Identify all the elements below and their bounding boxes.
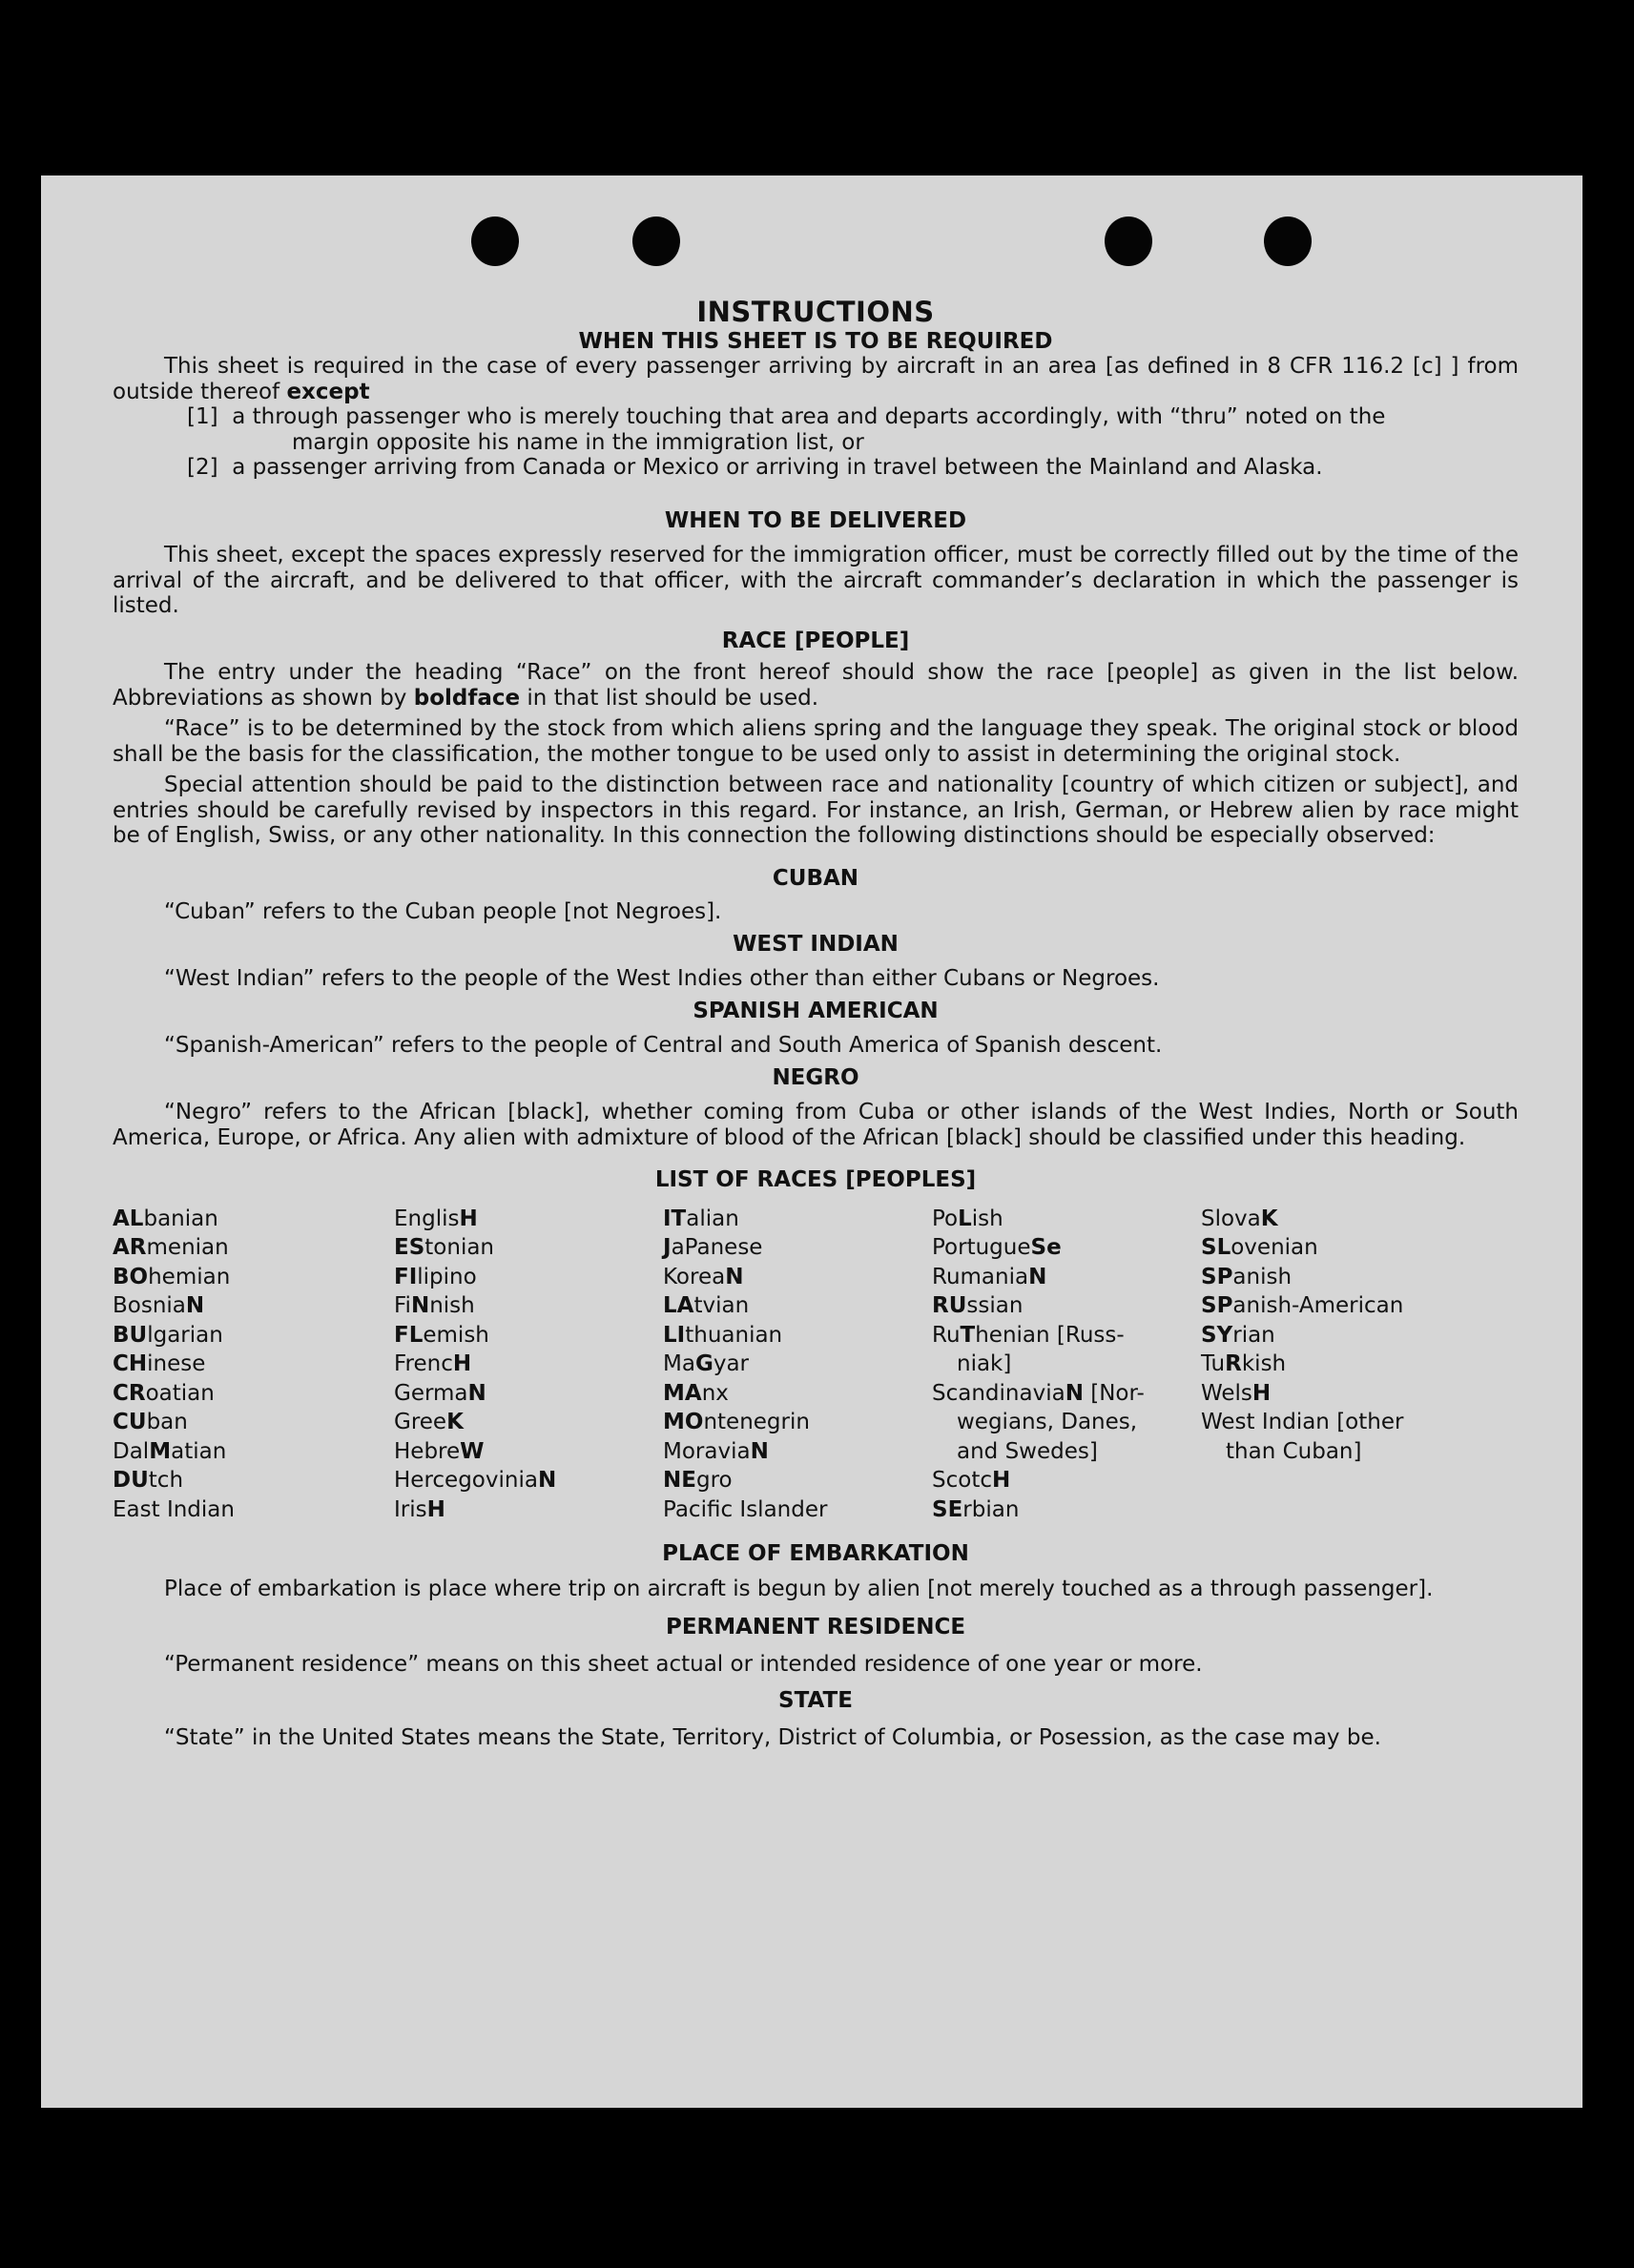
race-entry: FiNnish	[394, 1293, 475, 1318]
heading-race: RACE [PEOPLE]	[721, 628, 910, 653]
page-title: INSTRUCTIONS	[696, 296, 935, 328]
races-column	[1201, 1205, 1487, 1525]
exception-item-1: [1] a through passenger who is merely touching that area and departs accordingly, with “thru” noted on the	[187, 404, 1386, 429]
race-paragraph-1: The entry under the heading “Race” on the front hereof should show the race [people] as given in the list below. Abbreviations as shown by boldface in that list should be used.	[113, 660, 1519, 711]
race-entry: SLovenian	[1201, 1235, 1318, 1260]
heading-list-of-races: LIST OF RACES [PEOPLES]	[654, 1167, 977, 1192]
race-entry: FrencH	[394, 1351, 472, 1376]
race-entry: niak]	[957, 1351, 1012, 1376]
when-delivered-text: This sheet, except the spaces expressly reserved for the immigration officer, must be correctly filled out by the time of the arrival of the aircraft, and be delivered to that officer, with the aircraft commander’s declaration in which the passenger is listed.	[113, 543, 1519, 618]
race-entry: TuRkish	[1201, 1351, 1287, 1376]
race-entry: SYrian	[1201, 1322, 1275, 1348]
race-entry: SPanish	[1201, 1264, 1293, 1289]
heading-state: STATE	[778, 1688, 853, 1713]
embarkation-text: Place of embarkation is place where trip on aircraft is begun by alien [not merely touched as a through passenger].	[164, 1576, 1434, 1601]
punch-hole	[471, 216, 519, 266]
race-entry: SlovaK	[1201, 1206, 1278, 1231]
punch-hole	[1105, 216, 1152, 266]
race-entry: GermaN	[394, 1380, 486, 1406]
heading-embarkation: PLACE OF EMBARKATION	[662, 1541, 969, 1566]
race-paragraph-3: Special attention should be paid to the distinction between race and nationality [country of which citizen or subject], and entries should be carefully revised by inspectors in this regard. For instance, an Irish, German, or Hebrew alien by race might be of English, Swiss, or any other nationality. In this connection the following distinctions should be especially observed:	[113, 773, 1519, 848]
race-entry: RumaniaN	[932, 1264, 1047, 1289]
race-entry: PoLish	[932, 1206, 1003, 1231]
document-sheet	[41, 175, 1582, 2108]
race-entry: ARmenian	[113, 1235, 229, 1260]
race-entry: MAnx	[663, 1380, 729, 1406]
race-entry: ALbanian	[113, 1206, 218, 1231]
race-entry: EStonian	[394, 1235, 495, 1260]
heading-when-delivered: WHEN TO BE DELIVERED	[664, 507, 967, 533]
race-entry: than Cuban]	[1226, 1438, 1362, 1464]
residence-text: “Permanent residence” means on this sheet actual or intended residence of one year or more.	[164, 1651, 1203, 1677]
race-entry: SPanish-American	[1201, 1293, 1404, 1318]
race-entry: LAtvian	[663, 1293, 750, 1318]
race-entry: ITalian	[663, 1206, 739, 1231]
races-list	[113, 1205, 1519, 1525]
punch-hole	[632, 216, 680, 266]
state-text: “State” in the United States means the State, Territory, District of Columbia, or Posession, as the case may be.	[164, 1724, 1381, 1750]
heading-when-required: WHEN THIS SHEET IS TO BE REQUIRED	[578, 328, 1053, 354]
race-entry: MaGyar	[663, 1351, 750, 1376]
race-entry: HercegoviniaN	[394, 1468, 557, 1493]
west-indian-text: “West Indian” refers to the people of the West Indies other than either Cubans or Negroes.	[164, 966, 1160, 991]
race-entry: Pacific Islander	[663, 1496, 828, 1522]
cuban-text: “Cuban” refers to the Cuban people [not Negroes].	[164, 899, 722, 924]
race-entry: BosniaN	[113, 1293, 205, 1318]
heading-permanent-residence: PERMANENT RESIDENCE	[665, 1615, 966, 1639]
negro-text: “Negro” refers to the African [black], whether coming from Cuba or other islands of the West Indies, North or South America, Europe, or Africa. Any alien with admixture of blood of the African [black] should be classified under this heading.	[113, 1100, 1519, 1150]
race-entry: FIlipino	[394, 1264, 477, 1289]
race-entry: EnglisH	[394, 1206, 478, 1231]
race-entry: and Swedes]	[957, 1438, 1098, 1464]
race-entry: BUlgarian	[113, 1322, 223, 1348]
race-entry: DUtch	[113, 1468, 184, 1493]
race-entry: JaPanese	[663, 1235, 763, 1260]
race-entry: DalMatian	[113, 1438, 227, 1464]
race-entry: ScandinaviaN [Nor-	[932, 1380, 1145, 1406]
race-entry: BOhemian	[113, 1264, 231, 1289]
instructions-body	[113, 296, 1519, 1750]
race-entry: MoraviaN	[663, 1438, 769, 1464]
race-entry: SErbian	[932, 1496, 1020, 1522]
races-column	[113, 1205, 394, 1525]
when-required-intro: This sheet is required in the case of every passenger arriving by aircraft in an area [as defined in 8 CFR 116.2 [c] ] from outside thereof except	[113, 354, 1519, 404]
race-entry: CHinese	[113, 1351, 206, 1376]
heading-cuban: CUBAN	[772, 865, 859, 891]
race-entry: CRoatian	[113, 1380, 215, 1406]
race-entry: LIthuanian	[663, 1322, 783, 1348]
race-entry: PortugueSe	[932, 1235, 1062, 1260]
race-entry: East Indian	[113, 1496, 235, 1522]
heading-west-indian: WEST INDIAN	[733, 931, 899, 957]
race-entry: wegians, Danes,	[957, 1410, 1138, 1434]
race-entry: MOntenegrin	[663, 1410, 810, 1434]
spanish-american-text: “Spanish-American” refers to the people of Central and South America of Spanish descent.	[164, 1033, 1163, 1058]
race-entry: RUssian	[932, 1293, 1024, 1318]
race-entry: West Indian [other	[1201, 1410, 1404, 1434]
race-paragraph-2: “Race” is to be determined by the stock from which aliens spring and the language they speak. The original stock or blood shall be the basis for the classification, the mother tongue to be used only to assist in determining the original stock.	[113, 716, 1519, 767]
races-column	[663, 1205, 932, 1525]
race-entry: IrisH	[394, 1496, 445, 1522]
race-entry: GreeK	[394, 1410, 464, 1434]
heading-negro: NEGRO	[772, 1064, 859, 1090]
race-entry: CUban	[113, 1410, 188, 1434]
race-entry: HebreW	[394, 1438, 485, 1464]
races-column	[932, 1205, 1201, 1525]
punch-hole	[1264, 216, 1312, 266]
race-entry: NEgro	[663, 1468, 733, 1493]
race-entry: FLemish	[394, 1322, 489, 1348]
race-entry: WelsH	[1201, 1380, 1272, 1406]
race-entry: ScotcH	[932, 1468, 1011, 1493]
exception-item-1-cont: margin opposite his name in the immigration list, or	[292, 429, 864, 455]
race-entry: RuThenian [Russ-	[932, 1322, 1125, 1348]
race-entry: KoreaN	[663, 1264, 744, 1289]
heading-spanish-american: SPANISH AMERICAN	[693, 998, 939, 1023]
exception-item-2: [2] a passenger arriving from Canada or Mexico or arriving in travel between the Mainland and Alaska.	[187, 455, 1323, 480]
races-column	[394, 1205, 663, 1525]
